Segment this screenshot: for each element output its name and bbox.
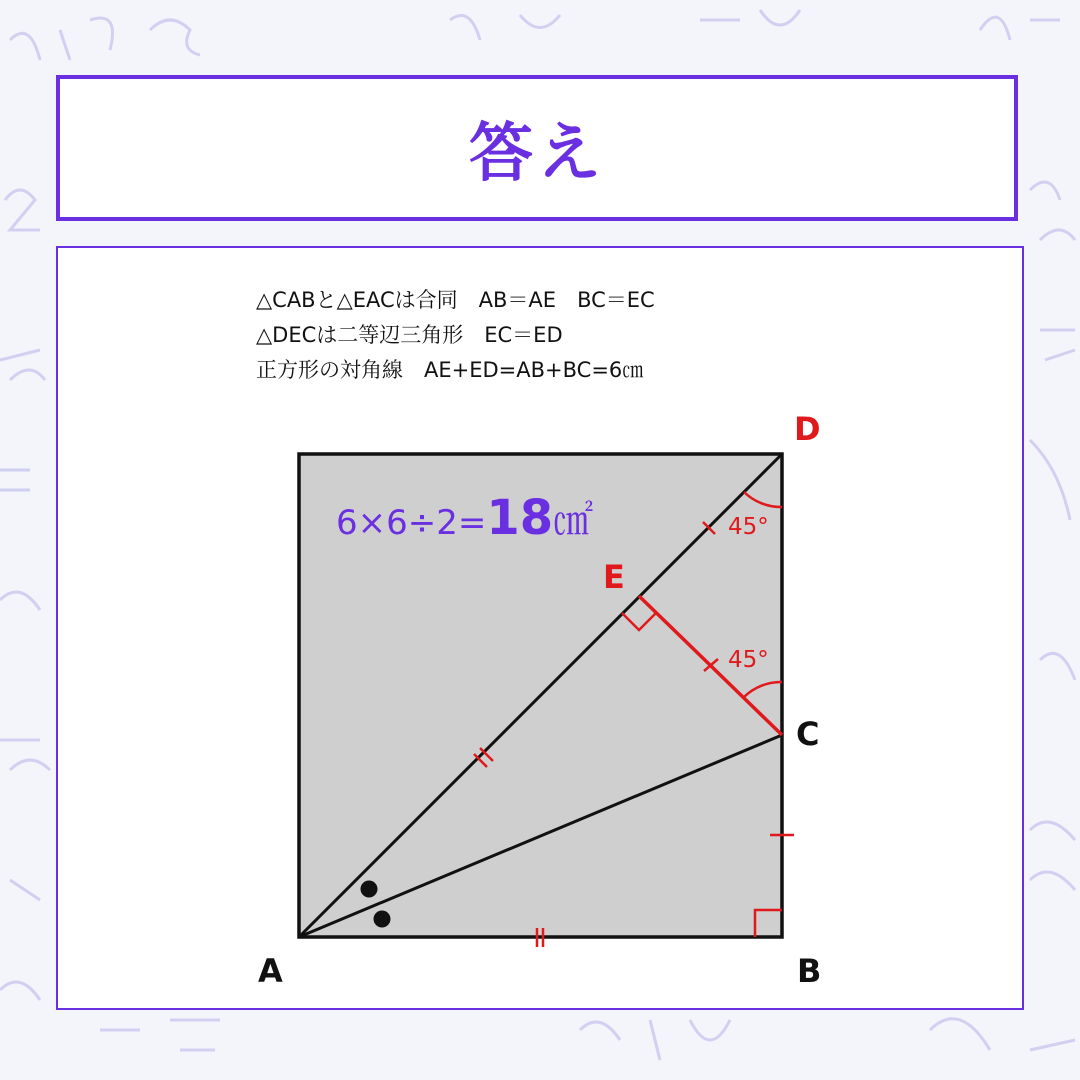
formula-unit: ㎠: [553, 498, 594, 544]
angle-label-c: 45°: [728, 647, 769, 673]
formula-prefix: 6×6÷2=: [336, 503, 487, 543]
statement-diagonal: 正方形の対角線 AE+ED=AB+BC=6㎝: [256, 358, 644, 382]
point-label-c: C: [796, 715, 820, 753]
angle-label-d: 45°: [728, 514, 769, 540]
page-title: 答え: [469, 117, 605, 191]
point-label-e: E: [603, 558, 625, 596]
angle-dot-lower: [374, 911, 391, 928]
statement-congruent: △CABと△EACは合同 AB＝AE BC＝EC: [256, 288, 655, 312]
point-label-d: D: [794, 410, 821, 448]
statement-isosceles: △DECは二等辺三角形 EC＝ED: [256, 323, 563, 347]
angle-dot-upper: [361, 881, 378, 898]
point-label-b: B: [797, 952, 822, 990]
point-label-a: A: [258, 952, 283, 990]
formula-result: 18: [486, 490, 554, 546]
